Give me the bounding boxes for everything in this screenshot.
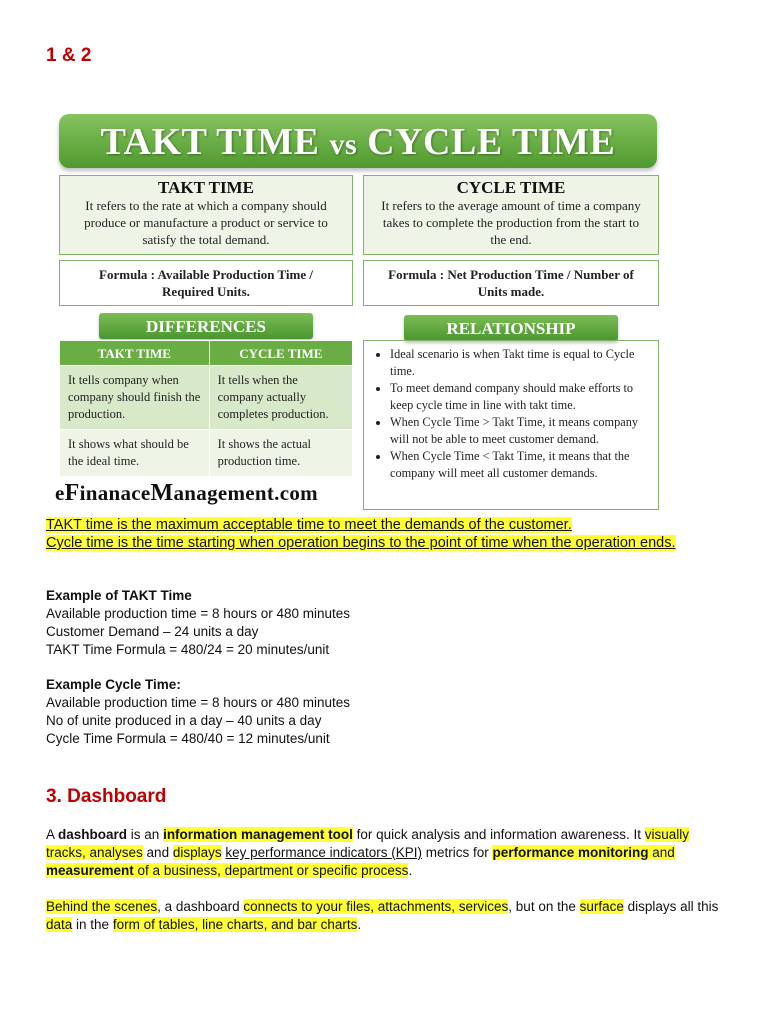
dashboard-paragraph-1: A dashboard is an information management tool for quick analysis and information awareness. It visually tracks, analyses and displays key performance indicators (KPI) metrics for performance monitoring and measurement of a business, department or specific process. bbox=[46, 827, 689, 878]
diff-cell: It shows the actual production time. bbox=[209, 430, 352, 477]
diff-header-takt: TAKT TIME bbox=[60, 341, 210, 366]
takt-heading: TAKT TIME bbox=[158, 178, 254, 197]
takt-formula-box: Formula : Available Production Time / Required Units. bbox=[59, 260, 353, 306]
relationship-item: • When Cycle Time < Takt Time, it means that the company will meet all customer demands. bbox=[390, 448, 652, 482]
cycle-heading: CYCLE TIME bbox=[456, 178, 566, 197]
title-left: TAKT TIME bbox=[100, 121, 320, 163]
takt-example-heading: Example of TAKT Time bbox=[46, 588, 192, 603]
table-row bbox=[60, 430, 353, 477]
relationship-item: • To meet demand company should make efforts to keep cycle time in line with takt time. bbox=[390, 380, 652, 414]
cycle-example-line: Available production time = 8 hours or 480 minutes bbox=[46, 695, 351, 710]
relationship-item: • Ideal scenario is when Takt time is equal to Cycle time. bbox=[390, 346, 652, 380]
cycle-definition: It refers to the average amount of time a company takes to complete the production from the start to the end. bbox=[381, 198, 641, 247]
title-right: CYCLE TIME bbox=[367, 121, 616, 163]
takt-definition-box bbox=[59, 175, 353, 255]
section-heading-dashboard: 3. Dashboard bbox=[46, 786, 167, 807]
takt-example-line: Available production time = 8 hours or 480 minutes bbox=[46, 606, 351, 621]
diff-cell: It tells company when company should finish the production. bbox=[60, 366, 210, 430]
title-vs: vs bbox=[329, 128, 358, 161]
takt-definition: It refers to the rate at which a company should produce or manufacture a product or service to satisfy the total demand. bbox=[84, 198, 328, 247]
cycle-definition-box bbox=[363, 175, 659, 255]
diff-header-cycle: CYCLE TIME bbox=[209, 341, 352, 366]
diff-cell: It tells when the company actually completes production. bbox=[209, 366, 352, 430]
takt-example-line: Customer Demand – 24 units a day bbox=[46, 624, 259, 639]
takt-definition-text: TAKT time is the maximum acceptable time to meet the demands of the customer. bbox=[46, 517, 572, 533]
infographic-title-banner bbox=[59, 114, 657, 168]
efinance-brand-logo: eFinanaceManagement.com bbox=[55, 480, 318, 506]
definitions-paragraph bbox=[46, 516, 726, 552]
dashboard-paragraph-2: Behind the scenes, a dashboard connects to your files, attachments, services, but on the surface displays all this data in the form of tables, line charts, and bar charts. bbox=[46, 899, 719, 932]
takt-example-line: TAKT Time Formula = 480/24 = 20 minutes/unit bbox=[46, 642, 330, 657]
cycle-example-heading: Example Cycle Time: bbox=[46, 677, 181, 692]
differences-table bbox=[59, 340, 353, 477]
diff-cell: It shows what should be the ideal time. bbox=[60, 430, 210, 477]
relationship-box bbox=[363, 340, 659, 510]
cycle-formula-box: Formula : Net Production Time / Number of Units made. bbox=[363, 260, 659, 306]
takt-example bbox=[46, 587, 726, 659]
differences-label: DIFFERENCES bbox=[99, 313, 313, 339]
takt-vs-cycle-infographic bbox=[55, 112, 665, 512]
relationship-item: • When Cycle Time > Takt Time, it means company will not be able to meet customer demand. bbox=[390, 414, 652, 448]
cycle-example bbox=[46, 676, 726, 748]
relationship-label: RELATIONSHIP bbox=[404, 315, 618, 341]
cycle-example-line: Cycle Time Formula = 480/40 = 12 minutes/unit bbox=[46, 731, 330, 746]
cycle-definition-text: Cycle time is the time starting when operation begins to the point of time when the operation ends. bbox=[46, 535, 676, 551]
table-row bbox=[60, 366, 353, 430]
section-heading-1-2: 1 & 2 bbox=[46, 45, 92, 66]
cycle-example-line: No of unite produced in a day – 40 units a day bbox=[46, 713, 322, 728]
